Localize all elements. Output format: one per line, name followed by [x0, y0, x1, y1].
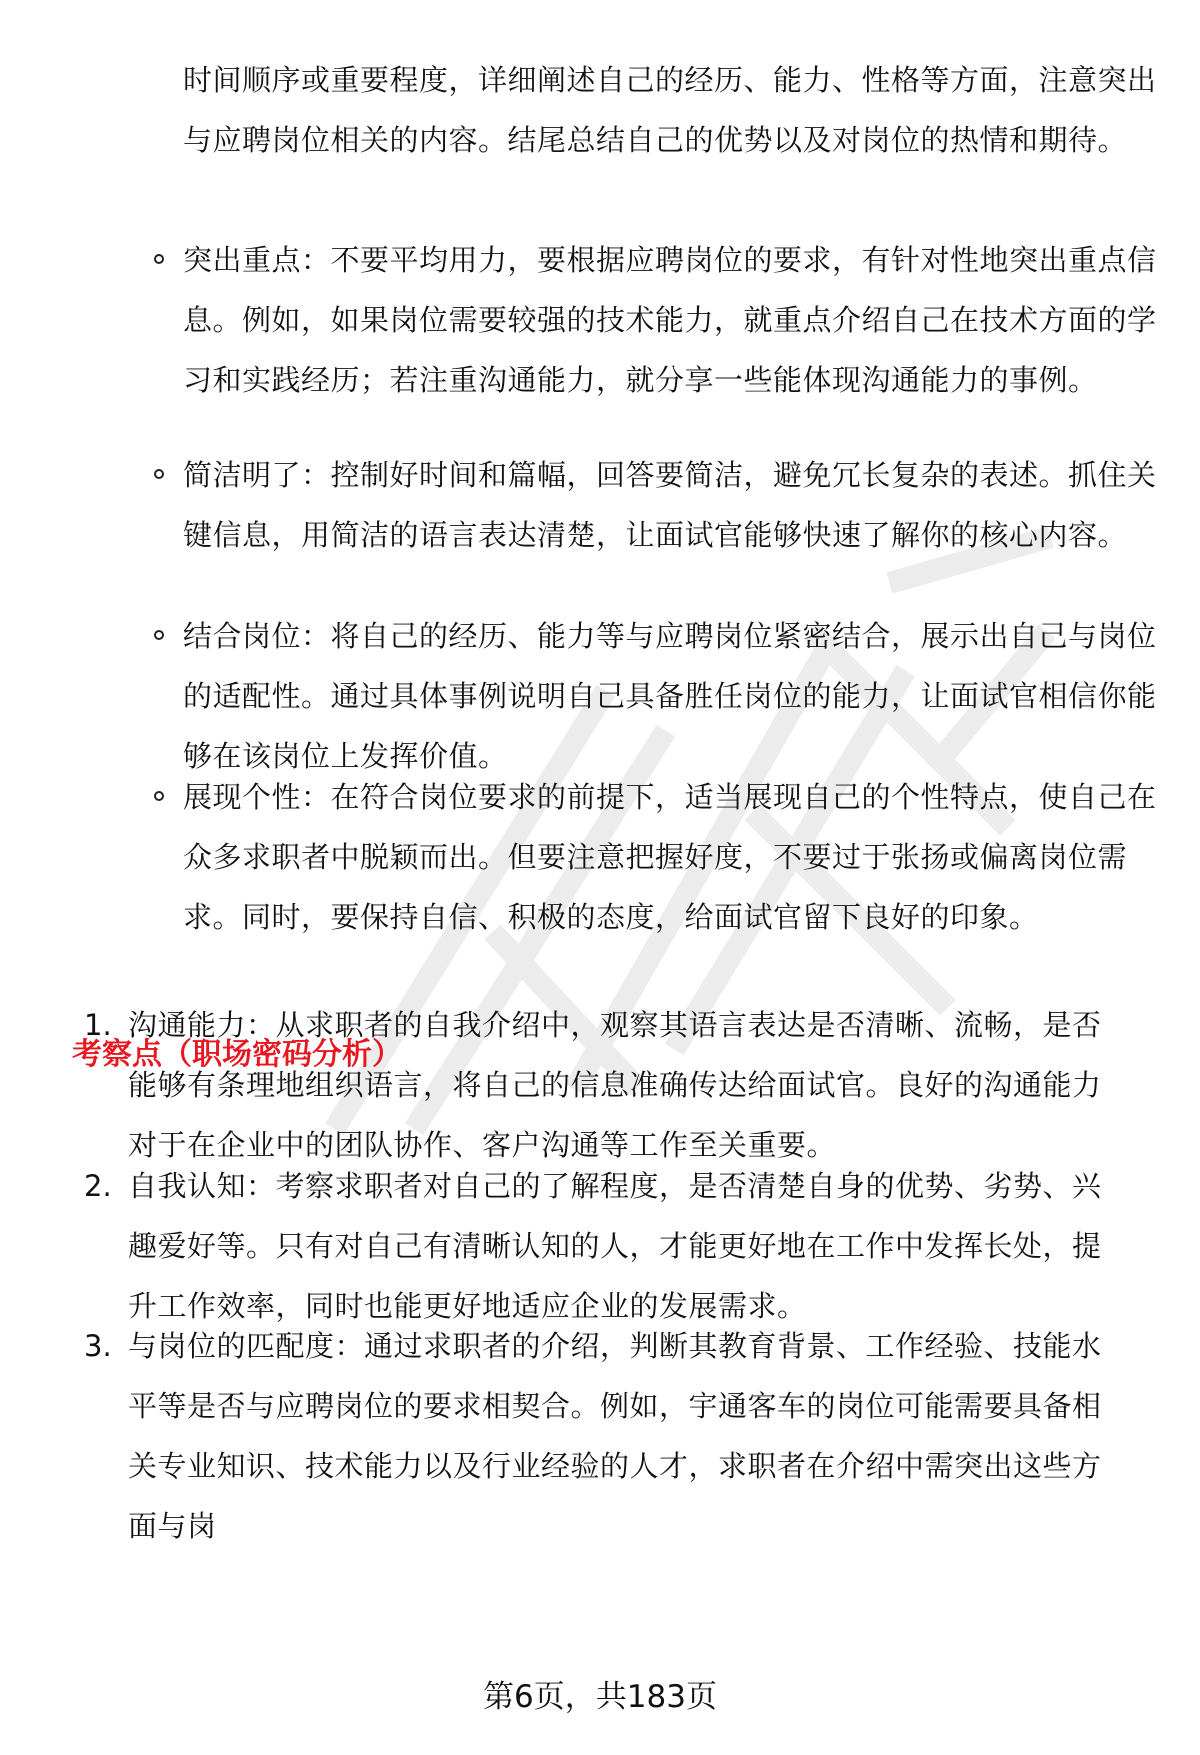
list-item-show-personality [150, 767, 1157, 947]
numbered-item-self-awareness [84, 1156, 1144, 1336]
page-indicator: 第6页，共183页 [483, 1679, 717, 1715]
hollow-circle-bullet-icon [154, 791, 164, 801]
list-item-concise [150, 445, 1157, 625]
list-number: 3. [84, 1329, 112, 1363]
numbered-item-text: 自我认知：考察求职者对自己的了解程度，是否清楚自身的优势、劣势、兴趣爱好等。只有对自己有清晰认知的人，才能更好地在工作中发挥长处，提升工作效率，同时也能更好地适应企业的发展需求。 [128, 1169, 1102, 1323]
section-heading: 考察点（职场密码分析） [72, 1037, 402, 1072]
list-item-text: 简洁明了：控制好时间和篇幅，回答要简洁，避免冗长复杂的表述。抓住关键信息，用简洁的语言表达清楚，让面试官能够快速了解你的核心内容。 [183, 458, 1157, 552]
list-item-align-with-position [150, 606, 1157, 786]
list-item-text: 结合岗位：将自己的经历、能力等与应聘岗位紧密结合，展示出自己与岗位的适配性。通过具体事例说明自己具备胜任岗位的能力，让面试官相信你能够在该岗位上发挥价值。 [183, 619, 1157, 773]
numbered-item-position-fit [84, 1316, 1144, 1543]
hollow-circle-bullet-icon [154, 469, 164, 479]
hollow-circle-bullet-icon [154, 254, 164, 264]
list-item-highlight-key-points [150, 230, 1157, 470]
list-item-text: 展现个性：在符合岗位要求的前提下，适当展现自己的个性特点，使自己在众多求职者中脱颖而出。但要注意把握好度，不要过于张扬或偏离岗位需求。同时，要保持自信、积极的态度，给面试官留下良好的印象。 [183, 780, 1157, 934]
hollow-circle-bullet-icon [154, 630, 164, 640]
list-item-text: 突出重点：不要平均用力，要根据应聘岗位的要求，有针对性地突出重点信息。例如，如果岗位需要较强的技术能力，就重点介绍自己在技术方面的学习和实践经历；若注重沟通能力，就分享一些能体现沟通能力的事例。 [183, 243, 1157, 397]
numbered-item-text: 沟通能力：从求职者的自我介绍中，观察其语言表达是否清晰、流畅，是否能够有条理地组织语言，将自己的信息准确传达给面试官。良好的沟通能力对于在企业中的团队协作、客户沟通等工作至关重要。 [128, 1008, 1102, 1162]
continuation-text: 时间顺序或重要程度，详细阐述自己的经历、能力、性格等方面，注意突出与应聘岗位相关的内容。结尾总结自己的优势以及对岗位的热情和期待。 [183, 63, 1157, 157]
numbered-item-communication [84, 995, 1144, 1175]
list-number: 1. [84, 1008, 112, 1042]
continuation-paragraph [150, 50, 1157, 230]
list-number: 2. [84, 1169, 112, 1203]
numbered-item-text: 与岗位的匹配度：通过求职者的介绍，判断其教育背景、工作经验、技能水平等是否与应聘岗位的要求相契合。例如，宇通客车的岗位可能需要具备相关专业知识、技术能力以及行业经验的人才，求职者在介绍中需突出这些方面与岗 [128, 1329, 1102, 1543]
